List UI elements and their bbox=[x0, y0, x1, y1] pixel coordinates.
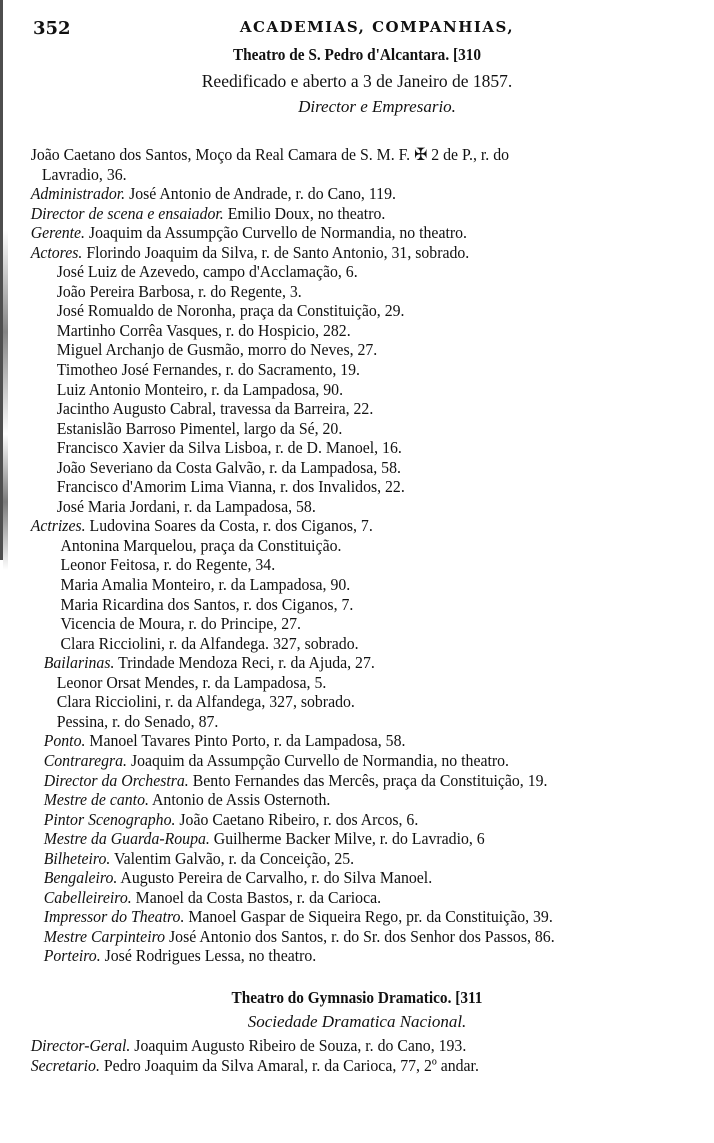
entry-line bbox=[0, 1056, 664, 1076]
entry-line bbox=[0, 555, 664, 575]
entry-text: Maria Ricardina dos Santos, r. dos Ciganos, 7. bbox=[60, 594, 354, 614]
entry-line bbox=[0, 282, 664, 302]
entry-role-label: Cabelleireiro. bbox=[43, 887, 132, 907]
entry-text: Pessina, r. do Senado, 87. bbox=[56, 711, 219, 731]
section-subtitle: Reedificado e aberto a 3 de Janeiro de 1857. bbox=[201, 71, 513, 91]
entry-line bbox=[0, 946, 664, 966]
entry-text: José Luiz de Azevedo, campo d'Acclamação, 6. bbox=[56, 262, 358, 282]
entry-role-label: Director de scena e ensaiador. bbox=[30, 203, 224, 223]
entry-role-label: Director da Orchestra. bbox=[43, 770, 189, 790]
entry-line bbox=[0, 165, 664, 185]
entry-line bbox=[0, 458, 664, 478]
entry-text: José Antonio dos Santos, r. do Sr. dos Senhor dos Passos, 86. bbox=[165, 926, 555, 946]
entry-line bbox=[0, 751, 664, 771]
entry-text: João Caetano dos Santos, Moço da Real Camara de S. M. F. ✠ 2 de P., r. do bbox=[30, 145, 510, 164]
section-ref-2: [311 bbox=[455, 988, 483, 1007]
entry-role-label: Mestre da Guarda-Roupa. bbox=[43, 829, 210, 849]
entry-role-label: Bailarinas. bbox=[43, 653, 115, 673]
entry-line bbox=[0, 262, 664, 282]
entry-text: Timotheo José Fernandes, r. do Sacramento, 19. bbox=[56, 360, 361, 380]
entry-text: João Pereira Barbosa, r. do Regente, 3. bbox=[56, 281, 302, 301]
entry-role-label: Bilheteiro. bbox=[43, 848, 111, 868]
entry-line bbox=[0, 321, 664, 341]
entry-line bbox=[0, 1036, 664, 1056]
entry-role-label: Gerente. bbox=[30, 223, 85, 243]
entry-role-label: Mestre de canto. bbox=[43, 790, 149, 810]
entry-line bbox=[0, 380, 664, 400]
entries-list bbox=[0, 145, 714, 966]
entry-text: Martinho Corrêa Vasques, r. do Hospicio, 282. bbox=[56, 320, 351, 340]
entry-text: Emilio Doux, no theatro. bbox=[223, 203, 386, 223]
entry-text: Clara Ricciolini, r. da Alfandega, 327, sobrado. bbox=[56, 692, 355, 712]
entry-line bbox=[0, 907, 664, 927]
entry-text: João Caetano Ribeiro, r. dos Arcos, 6. bbox=[175, 809, 419, 829]
entry-line bbox=[0, 849, 664, 869]
entry-text: Antonina Marquelou, praça da Constituição. bbox=[60, 535, 342, 555]
entry-text: Bento Fernandes das Mercês, praça da Constituição, 19. bbox=[188, 770, 548, 790]
entry-text: Pedro Joaquim da Silva Amaral, r. da Carioca, 77, 2º andar. bbox=[99, 1055, 479, 1075]
entry-text: Ludovina Soares da Costa, r. dos Ciganos, 7. bbox=[85, 516, 373, 536]
entry-line bbox=[0, 653, 664, 673]
entry-text: José Antonio de Andrade, r. do Cano, 119. bbox=[125, 184, 396, 204]
entry-text: Florindo Joaquim da Silva, r. de Santo Antonio, 31, sobrado. bbox=[82, 242, 470, 262]
entry-line bbox=[0, 145, 664, 165]
entry-role-label: Actores. bbox=[30, 242, 83, 262]
entry-line bbox=[0, 810, 664, 830]
entry-line bbox=[0, 673, 664, 693]
entry-line bbox=[0, 634, 664, 654]
entry-text: Francisco d'Amorim Lima Vianna, r. dos Invalidos, 22. bbox=[56, 477, 405, 497]
entry-line bbox=[0, 731, 664, 751]
entry-text: Manoel Tavares Pinto Porto, r. da Lampadosa, 58. bbox=[85, 731, 406, 751]
entry-line bbox=[0, 301, 664, 321]
entry-text: Estanislão Barroso Pimentel, largo da Sé, 20. bbox=[56, 418, 343, 438]
page-number: 352 bbox=[33, 18, 71, 39]
entry-text: Manoel Gaspar de Siqueira Rego, pr. da Constituição, 39. bbox=[184, 907, 553, 927]
entry-text: Maria Amalia Monteiro, r. da Lampadosa, 90. bbox=[60, 575, 351, 595]
entry-line bbox=[0, 614, 664, 634]
entry-text: João Severiano da Costa Galvão, r. da Lampadosa, 58. bbox=[56, 457, 401, 477]
entry-text: José Maria Jordani, r. da Lampadosa, 58. bbox=[56, 496, 316, 516]
entry-role-label: Administrador. bbox=[30, 184, 126, 204]
entry-text: Lavradio, 36. bbox=[41, 164, 127, 184]
entry-text: Leonor Orsat Mendes, r. da Lampadosa, 5. bbox=[56, 672, 327, 692]
entry-line bbox=[0, 692, 664, 712]
entry-text: Joaquim Augusto Ribeiro de Souza, r. do Cano, 193. bbox=[130, 1036, 467, 1055]
entry-line bbox=[0, 771, 664, 791]
entry-text: Joaquim da Assumpção Curvello de Normandia, no theatro. bbox=[127, 750, 510, 770]
entry-text: Manoel da Costa Bastos, r. da Carioca. bbox=[131, 887, 382, 907]
entry-line bbox=[0, 575, 664, 595]
entry-role-label: Ponto. bbox=[43, 731, 86, 751]
entry-line bbox=[0, 399, 664, 419]
entry-role-label: Director-Geral. bbox=[30, 1036, 131, 1055]
entry-line bbox=[0, 360, 664, 380]
entries-list-2 bbox=[0, 1036, 714, 1075]
entry-line bbox=[0, 516, 664, 536]
entry-text: Jacintho Augusto Cabral, travessa da Barreira, 22. bbox=[56, 399, 374, 419]
entry-role-label: Actrizes. bbox=[30, 516, 86, 536]
section-subtitle-2: Sociedade Dramatica Nacional. bbox=[247, 1012, 467, 1031]
entry-line bbox=[0, 477, 664, 497]
entry-line bbox=[0, 829, 664, 849]
entry-line bbox=[0, 712, 664, 732]
entry-text: Trindade Mendoza Reci, r. da Ajuda, 27. bbox=[114, 653, 375, 673]
entry-role-label: Pintor Scenographo. bbox=[43, 809, 176, 829]
section-ref: [310 bbox=[452, 45, 482, 64]
entry-line bbox=[0, 536, 664, 556]
running-head: ACADEMIAS, COMPANHIAS, bbox=[239, 18, 515, 36]
entry-line bbox=[0, 927, 664, 947]
entry-text: Guilherme Backer Milve, r. do Lavradio, 6 bbox=[209, 829, 485, 849]
entry-text: Augusto Pereira de Carvalho, r. do Silva Manoel. bbox=[117, 868, 433, 888]
entry-role-label: Impressor do Theatro. bbox=[43, 907, 185, 927]
entry-role-label: Mestre Carpinteiro bbox=[43, 926, 166, 946]
entry-line bbox=[0, 790, 664, 810]
entry-text: Valentim Galvão, r. da Conceição, 25. bbox=[110, 848, 355, 868]
entry-text: Antonio de Assis Osternoth. bbox=[148, 790, 331, 810]
entry-role-label: Contraregra. bbox=[43, 750, 128, 770]
entry-text: Miguel Archanjo de Gusmão, morro do Neves, 27. bbox=[56, 340, 378, 360]
entry-line bbox=[0, 497, 664, 517]
entry-line bbox=[0, 204, 664, 224]
section-title-2: Theatro do Gymnasio Dramatico. [311 bbox=[231, 988, 483, 1007]
entry-text: Leonor Feitosa, r. do Regente, 34. bbox=[60, 555, 276, 575]
entry-text: José Rodrigues Lessa, no theatro. bbox=[100, 946, 317, 966]
entry-line bbox=[0, 419, 664, 439]
entry-line bbox=[0, 888, 664, 908]
entry-text: José Romualdo de Noronha, praça da Constituição, 29. bbox=[56, 301, 405, 321]
role-heading: Director e Empresario. bbox=[298, 97, 456, 116]
entry-line bbox=[0, 340, 664, 360]
entry-text: Vicencia de Moura, r. do Principe, 27. bbox=[60, 614, 301, 634]
entry-line bbox=[0, 595, 664, 615]
entry-role-label: Bengaleiro. bbox=[43, 868, 118, 888]
entry-text: Joaquim da Assumpção Curvello de Normandia, no theatro. bbox=[84, 223, 467, 243]
entry-text: Clara Ricciolini, r. da Alfandega. 327, sobrado. bbox=[60, 633, 359, 653]
entry-line bbox=[0, 868, 664, 888]
entry-line bbox=[0, 184, 664, 204]
section-title: Theatro de S. Pedro d'Alcantara. [310 bbox=[232, 45, 482, 64]
entry-line bbox=[0, 243, 664, 263]
entry-text: Luiz Antonio Monteiro, r. da Lampadosa, 90. bbox=[56, 379, 344, 399]
entry-text: Francisco Xavier da Silva Lisboa, r. de D. Manoel, 16. bbox=[56, 438, 402, 458]
entry-role-label: Secretario. bbox=[30, 1055, 100, 1075]
entry-role-label: Porteiro. bbox=[43, 946, 101, 966]
entry-line bbox=[0, 438, 664, 458]
entry-line bbox=[0, 223, 664, 243]
